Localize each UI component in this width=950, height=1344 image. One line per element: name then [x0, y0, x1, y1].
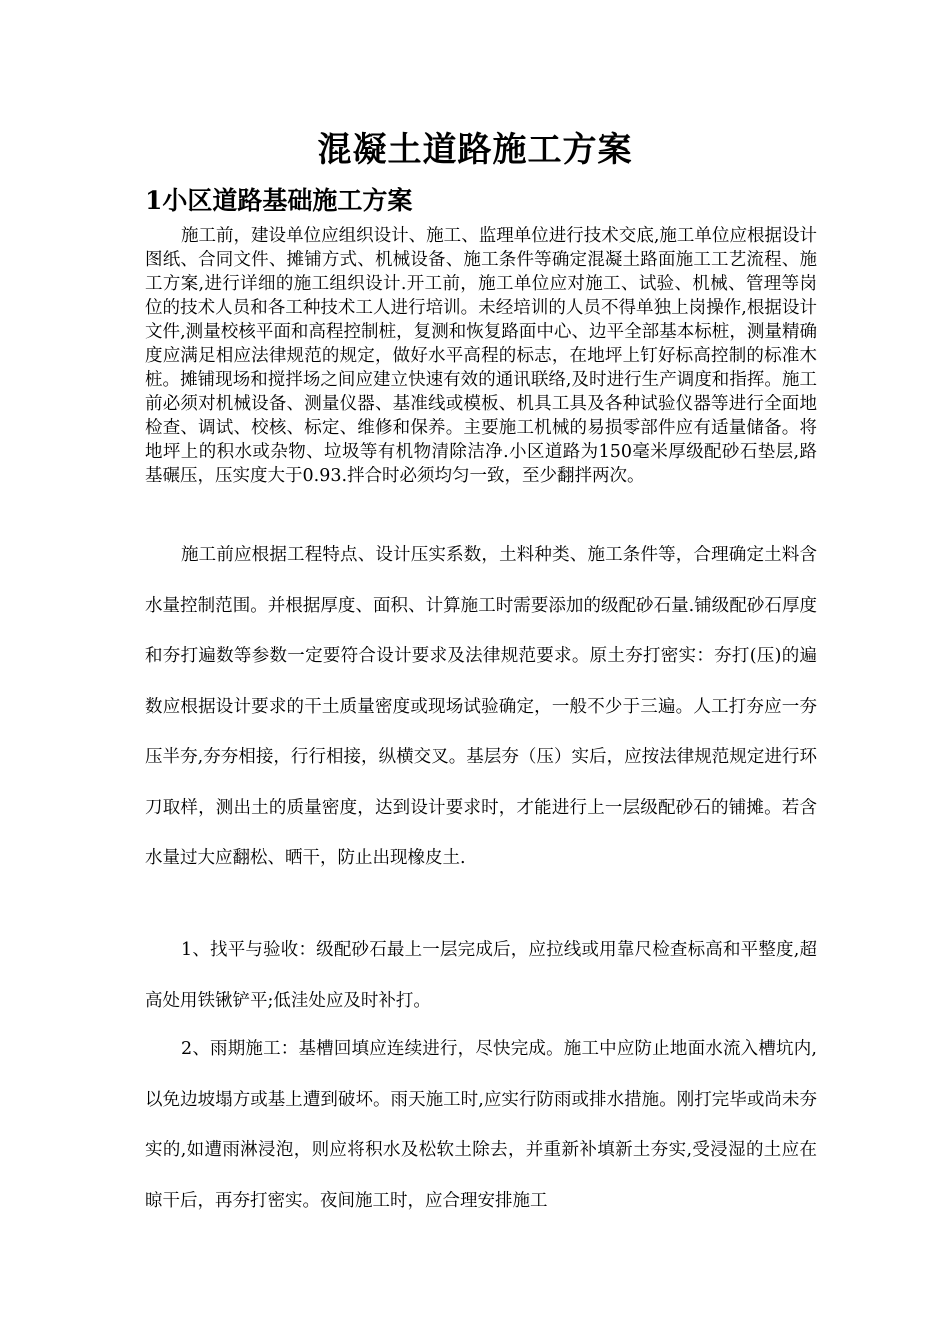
document-title: 混凝土道路施工方案: [317, 130, 633, 170]
paragraph-rainy-season: 2、雨期施工：基槽回填应连续进行，尽快完成。施工中应防止地面水流入槽坑内,以免边坡塌方或基上遭到破坏。雨天施工时,应实行防雨或排水措施。刚打完毕或尚未夯实的,如遭雨淋浸泡，则应将积水及松软土除去，并重新补填新土夯实,受浸湿的土应在晾干后，再夯打密实。夜间施工时，应合理安排施工: [145, 1039, 817, 1211]
paragraph-compaction: 施工前应根据工程特点、设计压实系数，土料种类、施工条件等，合理确定土料含水量控制范围。并根据厚度、面积、计算施工时需要添加的级配砂石量.铺级配砂石厚度和夯打遍数等参数一定要符合设计要求及法律规范要求。原土夯打密实：夯打(压)的遍数应根据设计要求的干土质量密度或现场试验确定，一般不少于三遍。人工打夯应一夯压半夯,夯夯相接，行行相接，纵横交叉。基层夯（压）实后，应按法律规范规定进行环刀取样，测出土的质量密度，达到设计要求时，才能进行上一层级配砂石的铺摊。若含水量过大应翻松、晒干，防止出现橡皮土.: [145, 545, 817, 868]
section-heading: 1小区道路基础施工方案: [145, 186, 413, 215]
paragraph-preparation: 施工前，建设单位应组织设计、施工、监理单位进行技术交底,施工单位应根据设计图纸、合同文件、摊铺方式、机械设备、施工条件等确定混凝土路面施工工艺流程、施工方案,进行详细的施工组织设计.开工前，施工单位应对施工、试验、机械、管理等岗位的技术人员和各工种技术工人进行培训。未经培训的人员不得单独上岗操作,根据设计文件,测量校核平面和高程控制桩，复测和恢复路面中心、边平全部基本标桩，测量精确度应满足相应法律规范的规定，做好水平高程的标志，在地坪上钉好标高控制的标准木桩。摊铺现场和搅拌场之间应建立快速有效的通讯联络,及时进行生产调度和指挥。施工前必须对机械设备、测量仪器、基准线或模板、机具工具及各种试验仪器等进行全面地检查、调试、校核、标定、维修和保养。主要施工机械的易损零部件应有适量储备。将地坪上的积水或杂物、垃圾等有机物清除洁净.小区道路为150毫米厚级配砂石垫层,路基碾压，压实度大于0.93.拌合时必须均匀一致，至少翻拌两次。: [145, 226, 817, 486]
paragraph-leveling: 1、找平与验收：级配砂石最上一层完成后，应拉线或用靠尺检查标高和平整度,超高处用铁锹铲平;低洼处应及时补打。: [145, 940, 817, 1011]
